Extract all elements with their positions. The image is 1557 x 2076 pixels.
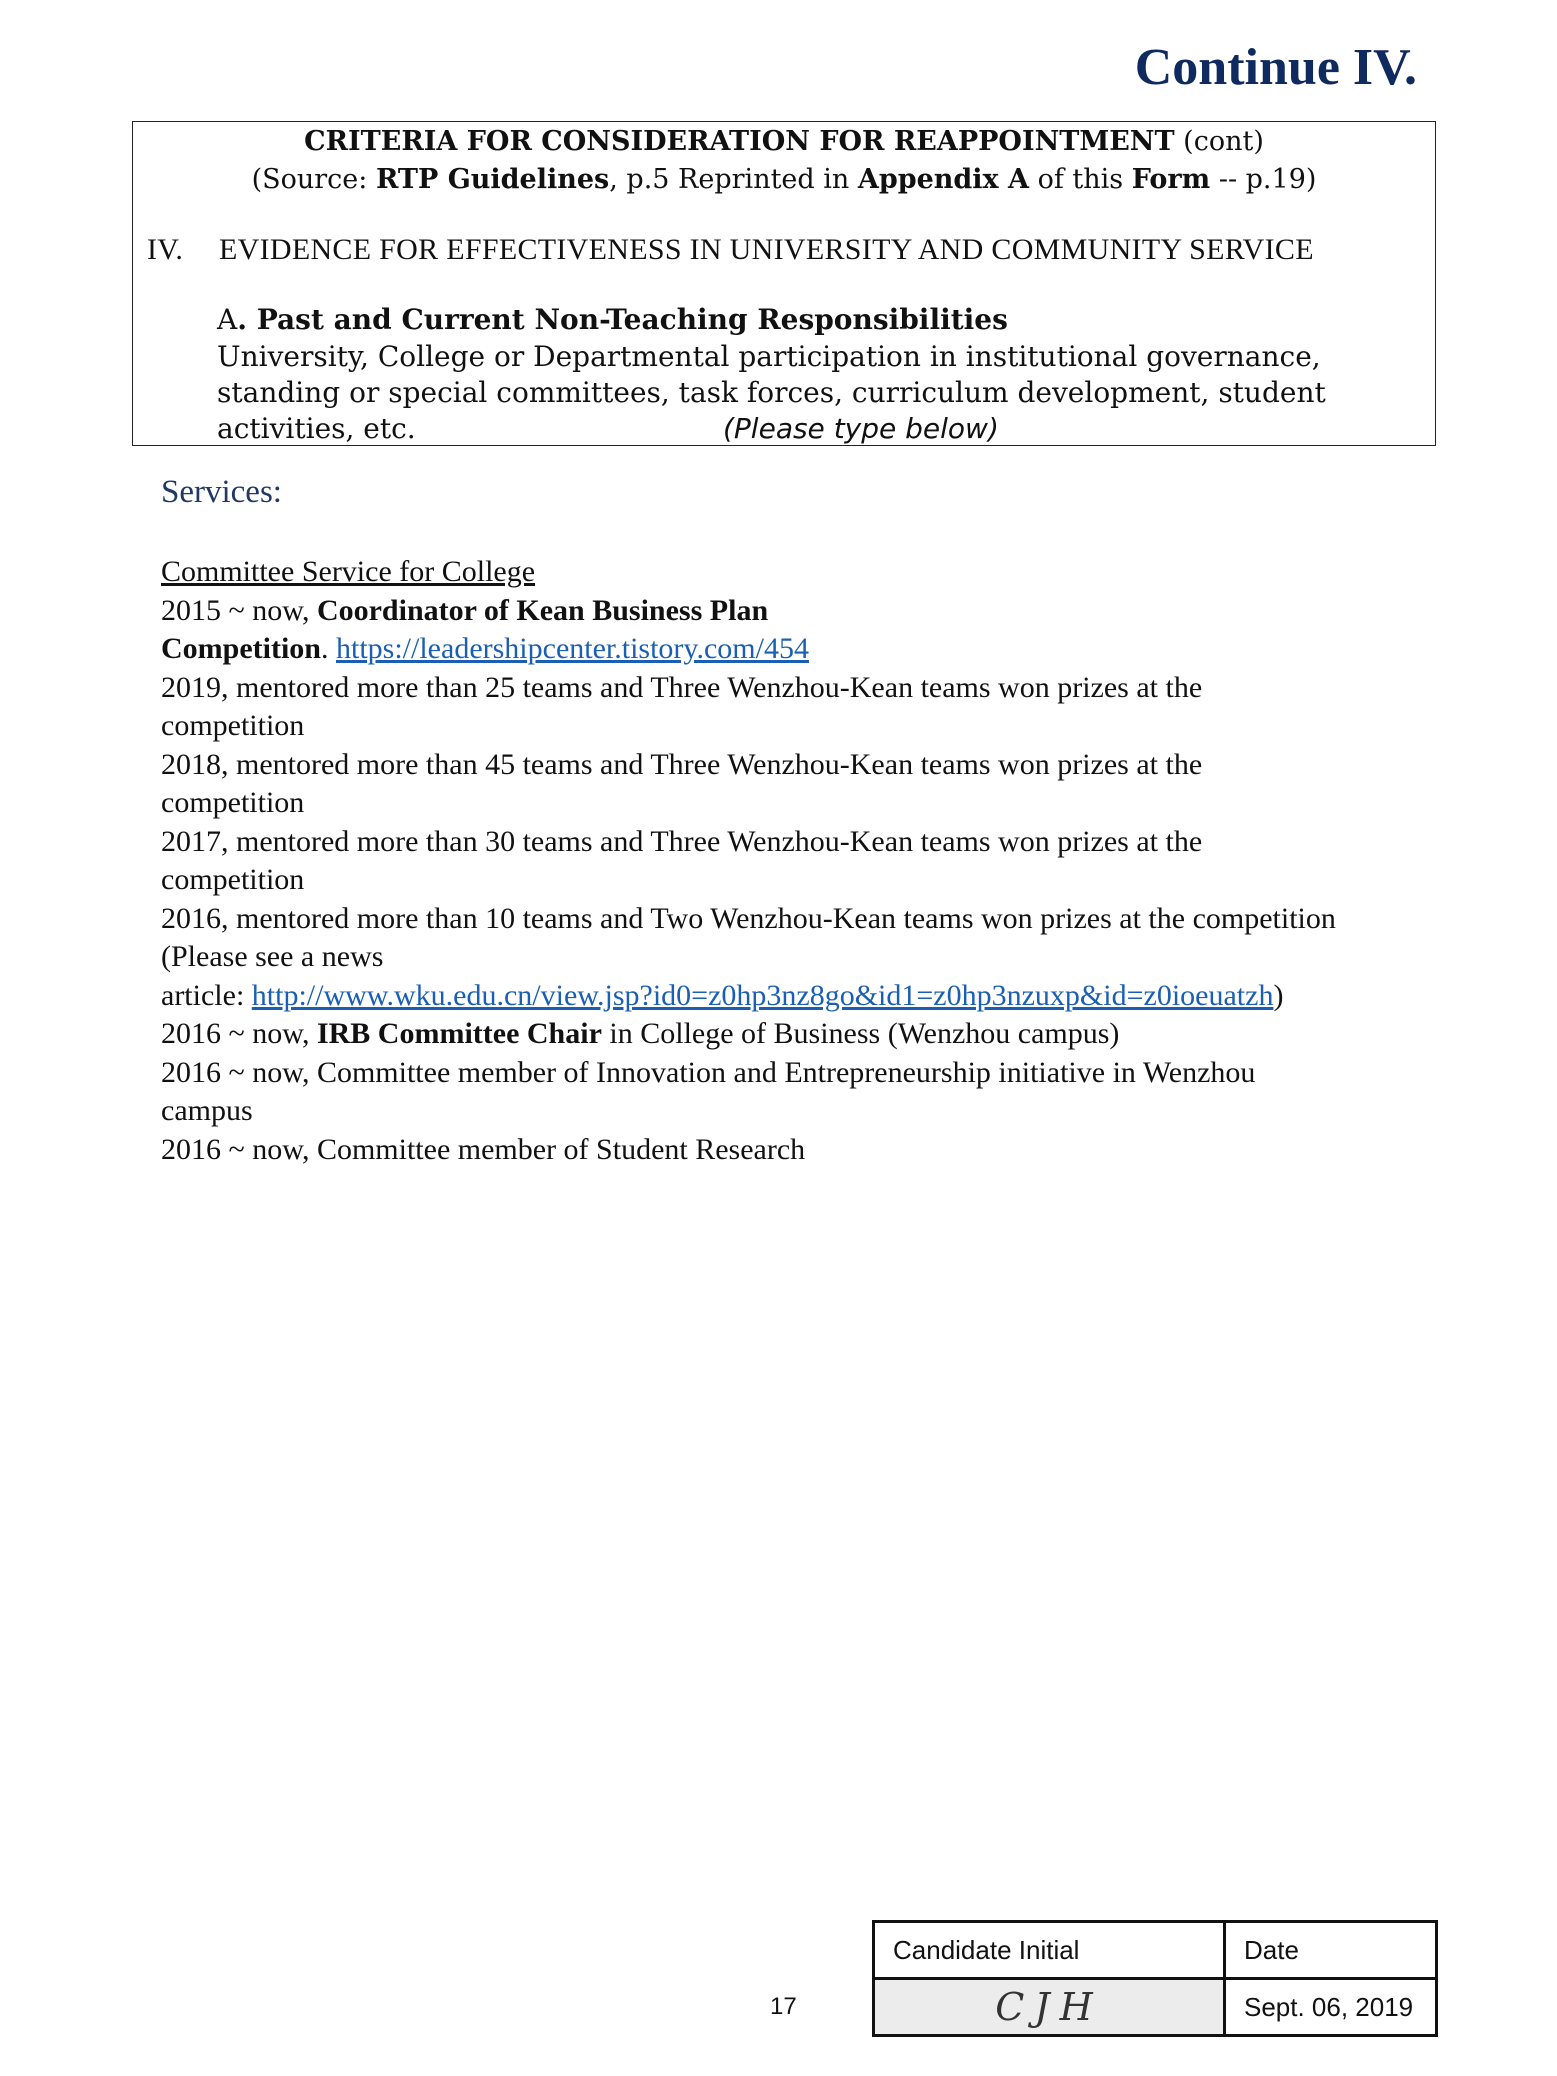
source-line bbox=[133, 164, 1435, 195]
source-form: Form bbox=[1131, 164, 1211, 195]
criteria-title-suffix: (cont) bbox=[1174, 126, 1264, 157]
news-article-link[interactable]: http://www.wku.edu.cn/view.jsp?id0=z0hp3nz8go&id1=z0hp3nzuxp&id=z0ioeuatzh bbox=[251, 978, 1274, 1012]
desc-line-last bbox=[217, 411, 1417, 447]
entry-line: competition bbox=[161, 786, 305, 819]
committee-heading-text: Committee Service for College bbox=[161, 555, 536, 588]
source-prefix: (Source: bbox=[251, 164, 376, 195]
coordinator-line-2 bbox=[161, 630, 1451, 669]
article-suffix: ) bbox=[1273, 978, 1284, 1012]
signature-cell[interactable] bbox=[874, 1979, 1225, 2036]
entry-line: 2016, mentored more than 10 teams and Two Wenzhou-Kean teams won prizes at the competition bbox=[161, 901, 1336, 935]
student-research-line: 2016 ~ now, Committee member of Student Research bbox=[161, 1132, 806, 1166]
coordinator-line bbox=[161, 592, 1451, 631]
irb-prefix: 2016 ~ now, bbox=[161, 1017, 317, 1050]
section-heading bbox=[147, 233, 1314, 267]
candidate-signature: CJH bbox=[995, 1985, 1103, 2029]
coord-dot: . bbox=[321, 632, 336, 665]
source-mid: , p.5 Reprinted in bbox=[609, 164, 858, 195]
desc-line: standing or special committees, task forces, curriculum development, student bbox=[217, 376, 1326, 409]
leadership-center-link[interactable]: https://leadershipcenter.tistory.com/454 bbox=[336, 632, 809, 665]
candidate-initial-label: Candidate Initial bbox=[874, 1922, 1225, 1979]
desc-line: University, College or Departmental participation in institutional governance, bbox=[217, 340, 1321, 373]
subsection-description bbox=[217, 339, 1417, 447]
candidate-initial-table bbox=[872, 1920, 1438, 2037]
coord-prefix: 2015 ~ now, bbox=[161, 593, 317, 627]
please-type-note: (Please type below) bbox=[723, 412, 999, 445]
article-line bbox=[161, 977, 1451, 1016]
coord-bold1: Coordinator of Kean Business Plan bbox=[316, 593, 769, 627]
page-number: 17 bbox=[770, 1993, 797, 2020]
irb-line bbox=[161, 1015, 1451, 1054]
innovation-line-2: campus bbox=[161, 1094, 253, 1127]
section-number: IV. bbox=[147, 233, 184, 266]
committee-heading bbox=[161, 553, 1451, 592]
criteria-box bbox=[132, 121, 1436, 446]
sub-letter: A bbox=[217, 303, 238, 336]
entry-line: 2019, mentored more than 25 teams and Three Wenzhou-Kean teams won prizes at the bbox=[161, 670, 1203, 704]
continue-title: Continue IV. bbox=[1134, 39, 1417, 96]
entry-line: competition bbox=[161, 863, 305, 896]
date-label: Date bbox=[1225, 1922, 1437, 1979]
entry-line: (Please see a news bbox=[161, 940, 384, 973]
source-appendix: Appendix A bbox=[857, 164, 1029, 195]
article-prefix: article: bbox=[161, 978, 252, 1012]
entry-line: 2017, mentored more than 30 teams and Three Wenzhou-Kean teams won prizes at the bbox=[161, 824, 1203, 858]
services-label: Services: bbox=[161, 474, 282, 510]
irb-suffix: in College of Business (Wenzhou campus) bbox=[601, 1017, 1120, 1050]
irb-bold: IRB Committee Chair bbox=[316, 1017, 602, 1050]
source-end: -- p.19) bbox=[1210, 164, 1317, 195]
criteria-title bbox=[133, 126, 1435, 157]
coord-bold2: Competition bbox=[161, 632, 321, 665]
date-value[interactable]: Sept. 06, 2019 bbox=[1225, 1979, 1437, 2036]
source-of: of this bbox=[1029, 164, 1132, 195]
subsection-a-title bbox=[217, 303, 1008, 336]
criteria-title-bold: CRITERIA FOR CONSIDERATION FOR REAPPOINTMENT bbox=[304, 126, 1175, 157]
section-title: EVIDENCE FOR EFFECTIVENESS IN UNIVERSITY AND COMMUNITY SERVICE bbox=[219, 233, 1314, 266]
innovation-line: 2016 ~ now, Committee member of Innovation and Entrepreneurship initiative in Wenzhou bbox=[161, 1055, 1256, 1089]
entry-line: 2018, mentored more than 45 teams and Three Wenzhou-Kean teams won prizes at the bbox=[161, 747, 1203, 781]
desc-line3: activities, etc. bbox=[217, 412, 416, 445]
source-rtp: RTP Guidelines bbox=[375, 164, 610, 195]
entry-line: competition bbox=[161, 709, 305, 742]
sub-title: . Past and Current Non-Teaching Responsibilities bbox=[237, 303, 1008, 336]
services-content bbox=[161, 553, 1451, 1169]
